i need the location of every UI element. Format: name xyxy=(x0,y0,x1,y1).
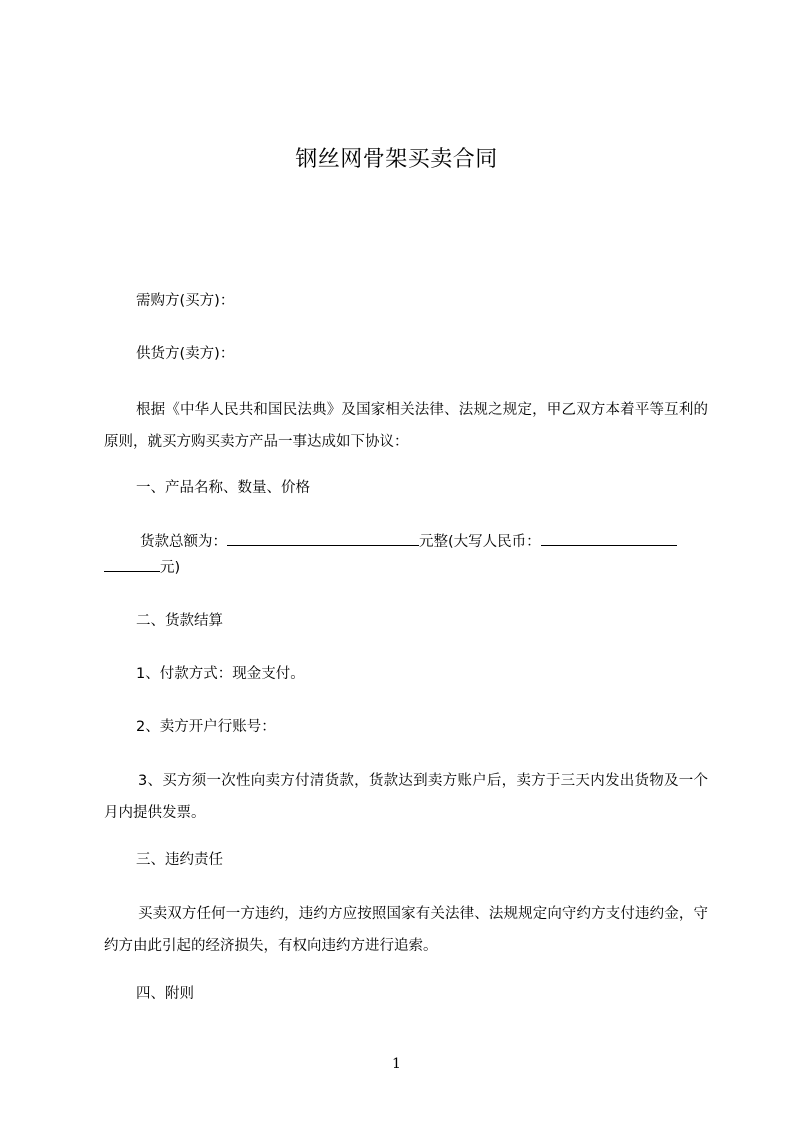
payment-method: 1、付款方式：现金支付。 xyxy=(136,666,305,682)
breach-clause: 买卖双方任何一方违约，违约方应按照国家有关法律、法规规定向守约方支付违约金，守约方由此引起的经济损失，有权向违约方进行追索。 xyxy=(104,906,708,954)
total-amount-line-cont xyxy=(104,557,180,578)
total-amount-prefix: 货款总额为： xyxy=(140,534,227,550)
intro-paragraph: 根据《中华人民共和国民法典》及国家相关法律、法规之规定，甲乙双方本着平等互利的原则，就买方购买卖方产品一事达成如下协议： xyxy=(104,402,708,450)
section3-heading: 三、违约责任 xyxy=(136,852,223,868)
section1-heading: 一、产品名称、数量、价格 xyxy=(136,480,310,496)
amount-words-blank xyxy=(541,531,677,546)
page-number: 1 xyxy=(392,1056,401,1072)
total-amount-suffix: 元) xyxy=(160,560,181,576)
section4-heading: 四、附则 xyxy=(136,986,194,1002)
amount-blank xyxy=(227,531,419,546)
section2-heading: 二、货款结算 xyxy=(136,613,223,629)
seller-label: 供货方(卖方)： xyxy=(136,346,235,362)
payment-clause: 3、买方须一次性向卖方付清货款，货款达到卖方账户后，卖方于三天内发出货物及一个月内提供发票。 xyxy=(104,773,708,821)
document-title: 钢丝网骨架买卖合同 xyxy=(295,147,498,172)
total-amount-line xyxy=(140,531,677,552)
total-amount-middle: 元整(大写人民币： xyxy=(419,534,541,550)
seller-account: 2、卖方开户行账号： xyxy=(136,719,276,735)
buyer-label: 需购方(买方)： xyxy=(136,293,235,309)
amount-words-blank-cont xyxy=(104,557,160,572)
